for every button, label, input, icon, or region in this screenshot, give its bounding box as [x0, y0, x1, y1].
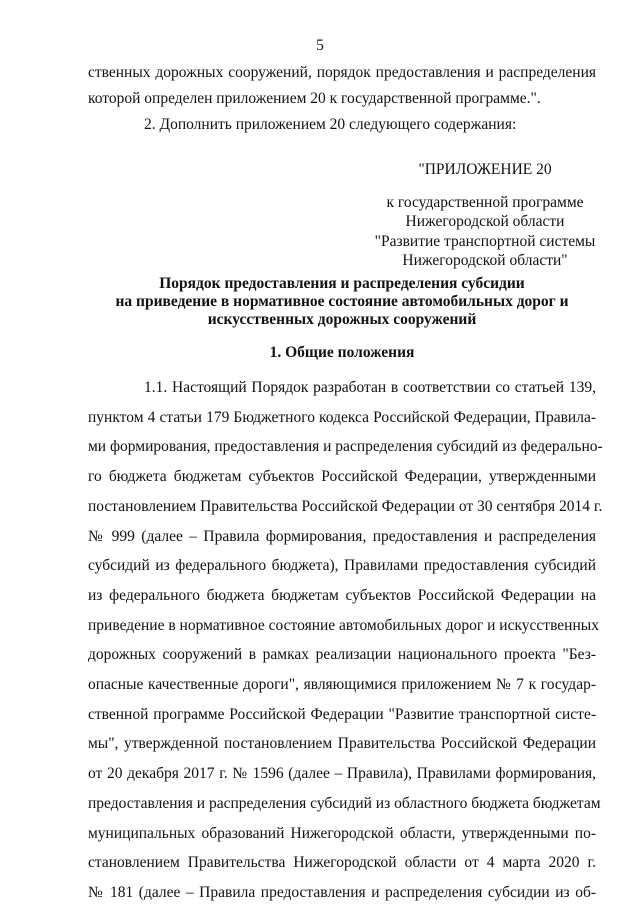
paragraph-line: приведение в нормативное состояние автомобильных дорог и искусственных — [88, 616, 599, 634]
paragraph-line: муниципальных образований Нижегородской области, утвержденными по- — [88, 824, 596, 842]
appendix-line: "Развитие транспортной системы — [374, 232, 596, 250]
intro-line: ственных дорожных сооружений, порядок предоставления и распределения — [88, 64, 596, 81]
paragraph-line: № 181 (далее – Правила предоставления и распределения субсидии из об- — [88, 883, 596, 901]
page-number: 5 — [316, 37, 324, 54]
paragraph-line: из федерального бюджета бюджетам субъектов Российской Федерации на — [88, 586, 596, 604]
paragraph-line: пунктом 4 статьи 179 Бюджетного кодекса Российской Федерации, Правила- — [88, 408, 596, 426]
intro-instruction: 2. Дополнить приложением 20 следующего содержания: — [144, 116, 517, 133]
appendix-line: Нижегородской области — [405, 213, 565, 230]
paragraph-line: мы", утвержденной постановлением Правительства Российской Федерации — [88, 735, 596, 753]
paragraph-line: 1.1. Настоящий Порядок разработан в соответствии со статьей 139, — [144, 379, 596, 396]
paragraph-line: постановлением Правительства Российской Федерации от 30 сентября 2014 г. — [88, 497, 603, 515]
paragraph-line: субсидий из федерального бюджета), Правилами предоставления субсидий — [88, 557, 596, 575]
document-title-line: Порядок предоставления и распределения субсидии — [159, 275, 525, 292]
paragraph-line: дорожных сооружений в рамках реализации национального проекта "Без- — [88, 646, 596, 664]
appendix-title: "ПРИЛОЖЕНИЕ 20 — [418, 161, 552, 178]
paragraph-line: опасные качественные дороги", являющимися приложением № 7 к государ- — [88, 676, 596, 694]
paragraph-line: ственной программе Российской Федерации "Развитие транспортной систе- — [88, 705, 596, 723]
section-heading: 1. Общие положения — [269, 344, 415, 361]
appendix-line: Нижегородской области" — [402, 252, 568, 269]
document-title — [88, 275, 596, 329]
paragraph-line: № 999 (далее – Правила формирования, предоставления и распределения — [88, 527, 596, 545]
paragraph-1-1 — [88, 373, 603, 908]
paragraph-line: ми формирования, предоставления и распределения субсидий из федерально- — [88, 438, 603, 456]
intro-line: которой определен приложением 20 к государственной программе.". — [88, 90, 541, 107]
paragraph-line: го бюджета бюджетам субъектов Российской Федерации, утвержденными — [88, 468, 596, 486]
appendix-header — [370, 160, 600, 271]
paragraph-line: становлением Правительства Нижегородской области от 4 марта 2020 г. — [88, 854, 596, 872]
paragraph-line: предоставления и распределения субсидий из областного бюджета бюджетам — [88, 794, 601, 812]
document-title-line: на приведение в нормативное состояние автомобильных дорог и — [115, 293, 569, 310]
paragraph-line: от 20 декабря 2017 г. № 1596 (далее – Правила), Правилами формирования, — [88, 765, 596, 783]
intro-text — [88, 60, 596, 138]
document-title-line: искусственных дорожных сооружений — [207, 311, 477, 328]
appendix-line: к государственной программе — [386, 193, 584, 211]
